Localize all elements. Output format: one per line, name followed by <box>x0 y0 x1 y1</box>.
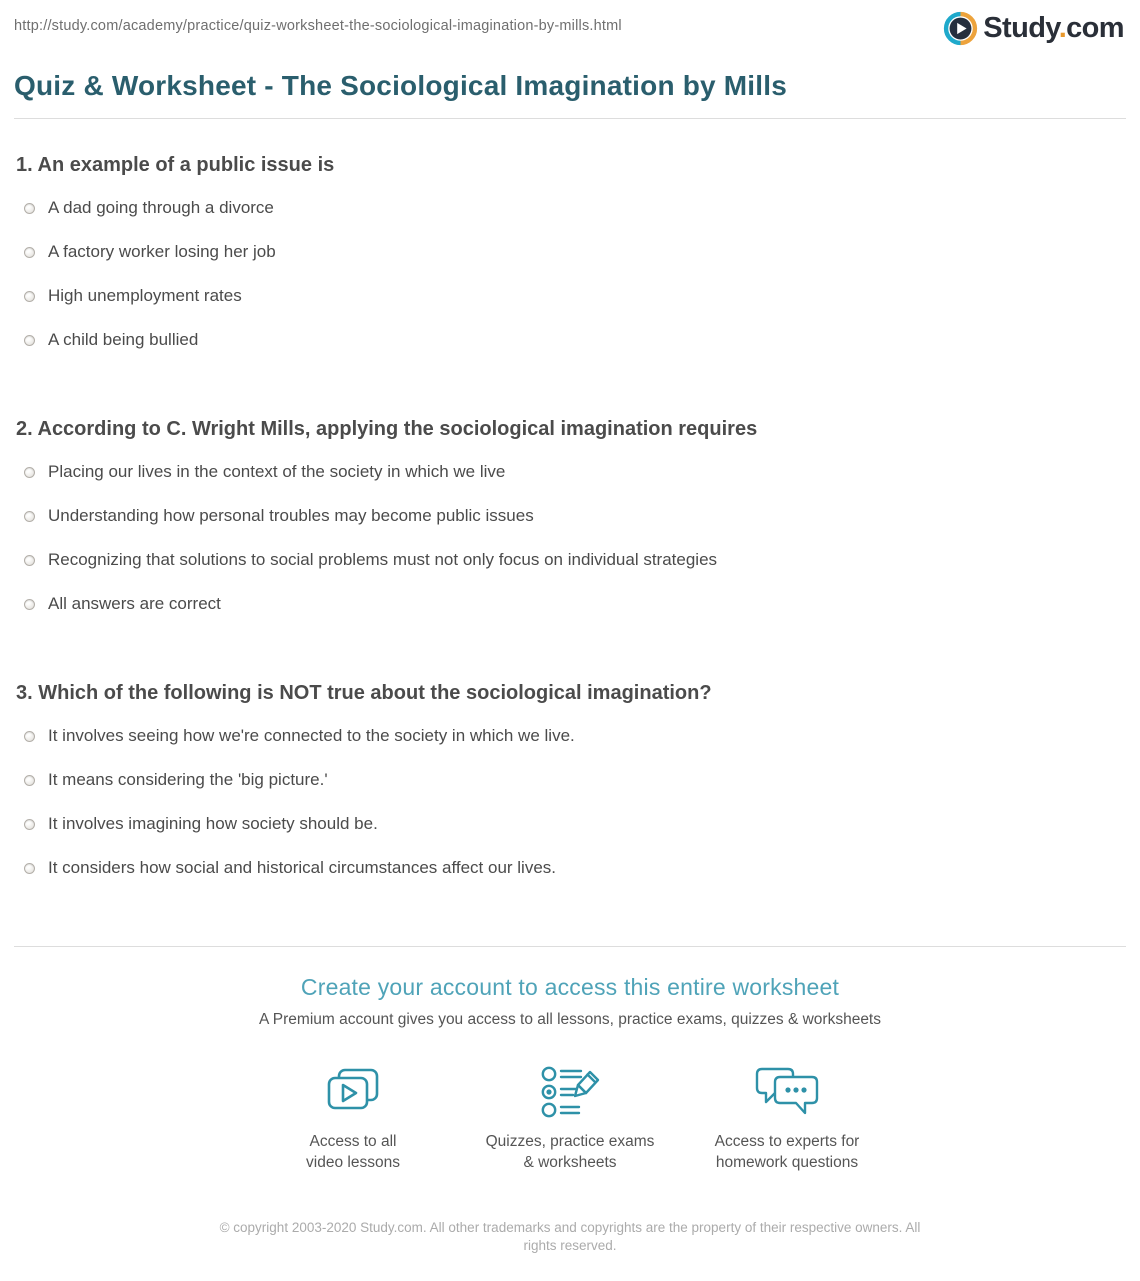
expert-chat-icon <box>679 1064 896 1122</box>
option-label: A dad going through a divorce <box>48 198 274 217</box>
feature-quizzes-worksheets <box>462 1064 679 1173</box>
question-3-option-4[interactable] <box>14 846 1126 890</box>
radio-button[interactable] <box>24 247 35 258</box>
question-3-option-3[interactable] <box>14 802 1126 846</box>
option-label: High unemployment rates <box>48 286 242 305</box>
page-header <box>0 0 1140 46</box>
question-2-option-4[interactable] <box>14 582 1126 626</box>
studycom-logo-text: Study.com <box>983 12 1124 44</box>
option-label: It considers how social and historical circumstances affect our lives. <box>48 858 557 877</box>
cta-title[interactable]: Create your account to access this entire worksheet <box>300 974 840 1000</box>
question-1 <box>14 154 1126 362</box>
option-label: Understanding how personal troubles may become public issues <box>48 506 534 525</box>
option-label: It means considering the 'big picture.' <box>48 770 328 789</box>
cta-features <box>0 1064 1140 1173</box>
copyright-notice: © copyright 2003-2020 Study.com. All other trademarks and copyrights are the property of their respective owners. All rights reserved. <box>219 1220 921 1253</box>
option-label: All answers are correct <box>48 594 221 613</box>
quiz-questions <box>0 154 1140 890</box>
option-label: Recognizing that solutions to social problems must not only focus on individual strategies <box>48 550 718 569</box>
radio-button[interactable] <box>24 335 35 346</box>
quiz-worksheet-icon <box>462 1064 679 1122</box>
question-3 <box>14 682 1126 890</box>
radio-button[interactable] <box>24 203 35 214</box>
radio-button[interactable] <box>24 511 35 522</box>
feature-label: Access to experts for homework questions <box>714 1133 860 1171</box>
radio-button[interactable] <box>24 291 35 302</box>
question-2-option-1[interactable] <box>14 450 1126 494</box>
feature-expert-help <box>679 1064 896 1173</box>
question-3-option-1[interactable] <box>14 714 1126 758</box>
question-2-heading: 2. According to C. Wright Mills, applying the sociological imagination requires <box>16 418 758 440</box>
question-2-option-2[interactable] <box>14 494 1126 538</box>
option-label: It involves imagining how society should be. <box>48 814 378 833</box>
cta-subtitle: A Premium account gives you access to all lessons, practice exams, quizzes & worksheets <box>259 1011 881 1028</box>
question-2 <box>14 418 1126 626</box>
radio-button[interactable] <box>24 731 35 742</box>
question-3-option-2[interactable] <box>14 758 1126 802</box>
radio-button[interactable] <box>24 863 35 874</box>
title-divider <box>14 118 1126 119</box>
option-label: It involves seeing how we're connected to the society in which we live. <box>48 726 575 745</box>
question-1-option-1[interactable] <box>14 186 1126 230</box>
radio-button[interactable] <box>24 599 35 610</box>
radio-button[interactable] <box>24 555 35 566</box>
option-label: A factory worker losing her job <box>48 242 276 261</box>
cta-divider <box>14 946 1126 947</box>
page-title: Quiz & Worksheet - The Sociological Imagination by Mills <box>14 70 788 101</box>
cta-section <box>0 974 1140 1173</box>
question-1-option-2[interactable] <box>14 230 1126 274</box>
radio-button[interactable] <box>24 467 35 478</box>
question-1-option-4[interactable] <box>14 318 1126 362</box>
option-label: A child being bullied <box>48 330 199 349</box>
option-label: Placing our lives in the context of the society in which we live <box>48 462 506 481</box>
question-1-option-3[interactable] <box>14 274 1126 318</box>
question-2-option-3[interactable] <box>14 538 1126 582</box>
radio-button[interactable] <box>24 775 35 786</box>
question-1-heading: 1. An example of a public issue is <box>16 154 335 176</box>
studycom-logo[interactable] <box>943 10 1124 46</box>
video-lessons-icon <box>245 1064 462 1122</box>
page-url: http://study.com/academy/practice/quiz-worksheet-the-sociological-imagination-by-mills.html <box>14 18 622 34</box>
feature-video-lessons <box>245 1064 462 1173</box>
question-3-heading: 3. Which of the following is NOT true about the sociological imagination? <box>16 682 712 704</box>
studycom-play-icon <box>943 11 978 46</box>
feature-label: Access to all video lessons <box>306 1133 400 1171</box>
feature-label: Quizzes, practice exams & worksheets <box>485 1133 655 1171</box>
radio-button[interactable] <box>24 819 35 830</box>
